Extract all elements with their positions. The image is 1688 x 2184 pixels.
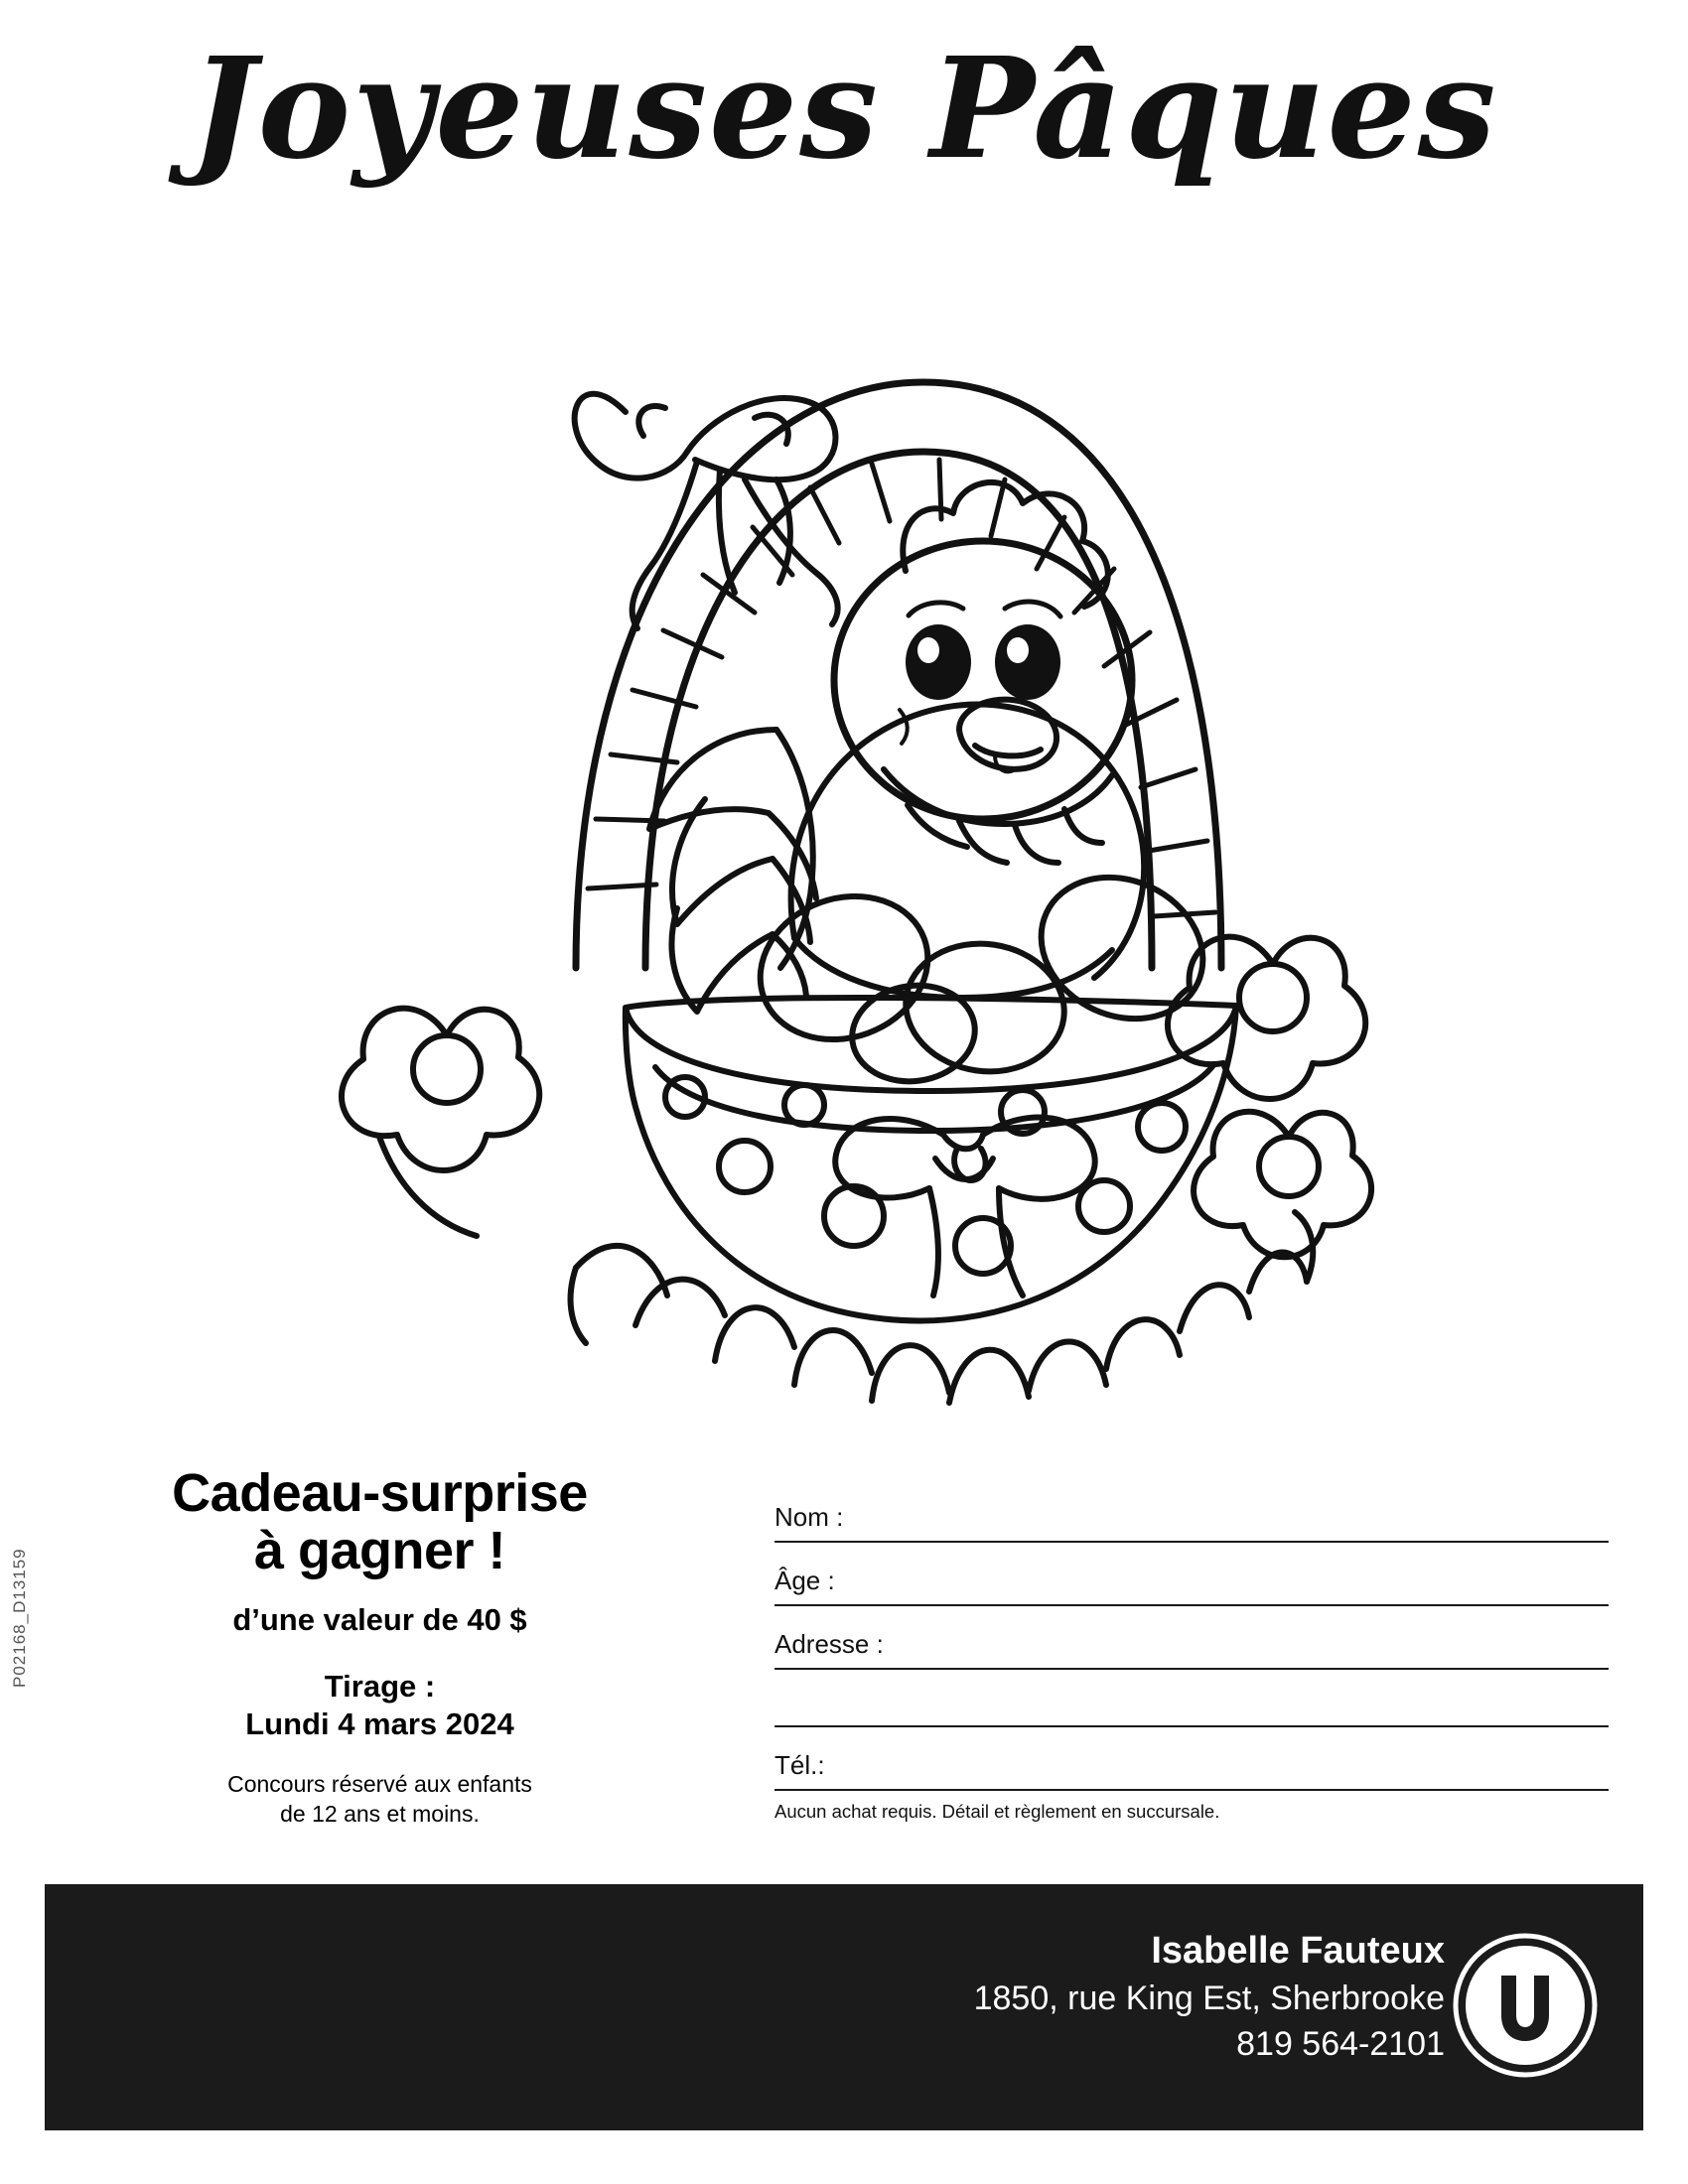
form-label-age: Âge : [774, 1566, 835, 1595]
form-field-tel[interactable] [774, 1727, 1609, 1791]
promo-note [104, 1770, 655, 1830]
form-field-age[interactable] [774, 1543, 1609, 1606]
promo-note-line2: de 12 ans et moins. [280, 1801, 480, 1828]
page-title: Joyeuses Pâques [190, 28, 1498, 191]
promo-headline-line1: Cadeau-surprise [172, 1463, 588, 1523]
promo-draw-label: Tirage : [324, 1668, 436, 1704]
promo-headline-line2: à gagner ! [253, 1521, 506, 1581]
footer-phone: 819 564-2101 [1236, 2025, 1445, 2064]
form-label-adresse: Adresse : [774, 1629, 884, 1659]
form-label-nom: Nom : [774, 1502, 844, 1532]
uniprix-u-logo-icon [1452, 1932, 1599, 2079]
form-label-tel: Tél.: [774, 1750, 825, 1780]
form-field-adresse[interactable] [774, 1606, 1609, 1670]
form-field-adresse-line2[interactable] [774, 1670, 1609, 1727]
footer-bar [45, 1884, 1643, 2130]
form-legal-note: Aucun achat requis. Détail et règlement en succursale. [774, 1801, 1220, 1822]
promo-value: d’une valeur de 40 $ [232, 1601, 527, 1637]
form-field-nom[interactable] [774, 1479, 1609, 1543]
footer-address: 1850, rue King Est, Sherbrooke [973, 1979, 1445, 2018]
easter-basket-chick-coloring-illustration [328, 213, 1390, 1464]
contest-entry-form [774, 1479, 1609, 1823]
promo-block [104, 1464, 655, 1830]
promo-draw-date: Lundi 4 mars 2024 [245, 1706, 514, 1742]
promo-headline [104, 1464, 655, 1580]
promo-note-line1: Concours réservé aux enfants [227, 1771, 532, 1798]
footer-contact [974, 1926, 1445, 2068]
footer-owner-name: Isabelle Fauteux [1151, 1930, 1445, 1972]
print-code: P02168_D13159 [10, 1548, 29, 1688]
